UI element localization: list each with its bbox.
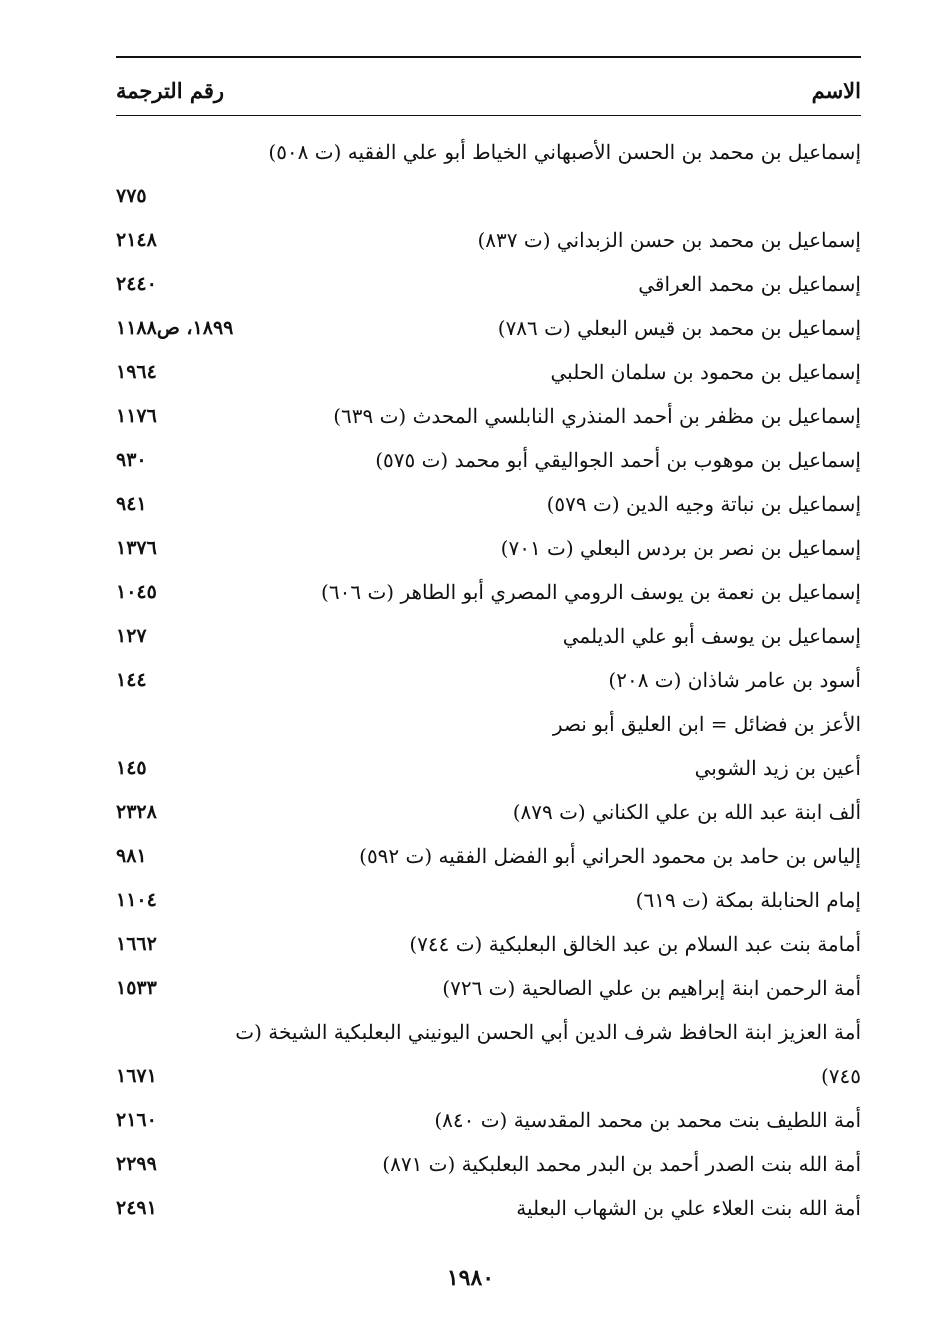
entry-name: الأعز بن فضائل = ابن العليق أبو نصر <box>552 712 861 736</box>
index-entry <box>116 790 861 834</box>
entry-number: ١٣٧٦ <box>116 537 157 559</box>
index-entry <box>116 394 861 438</box>
entry-name: إسماعيل بن محمد العراقي <box>638 272 861 296</box>
entry-number: ١٨٩٩، ص١١٨٨ <box>116 317 234 339</box>
entry-number: ١٥٣٣ <box>116 977 157 999</box>
entry-number: ١٤٤ <box>116 669 147 691</box>
entry-number: ١٤٥ <box>116 757 147 779</box>
entry-name: أمة الله بنت العلاء علي بن الشهاب البعلية <box>516 1196 861 1220</box>
entry-name: إمام الحنابلة بمكة (ت ٦١٩) <box>635 888 861 912</box>
entry-number: ٢٢٩٩ <box>116 1153 157 1175</box>
entry-number: ٩٨١ <box>116 845 147 867</box>
entry-number: ٢١٦٠ <box>116 1109 157 1131</box>
entry-number: ٢١٤٨ <box>116 229 157 251</box>
entry-number: ١٠٤٥ <box>116 581 157 603</box>
entry-name: إسماعيل بن محمد بن الحسن الأصبهاني الخياط أبو علي الفقيه (ت ٥٠٨) <box>268 140 861 164</box>
index-entry <box>116 1142 861 1186</box>
index-entries <box>116 130 861 1230</box>
number-column-header: رقم الترجمة <box>116 78 225 103</box>
header-rule <box>116 115 861 116</box>
index-entry <box>116 130 861 218</box>
entry-name: أمة اللطيف بنت محمد بن محمد المقدسية (ت ٨٤٠) <box>434 1108 861 1132</box>
index-entry <box>116 526 861 570</box>
index-entry <box>116 218 861 262</box>
entry-number: ١٦٦٢ <box>116 933 157 955</box>
entry-name: أسود بن عامر شاذان (ت ٢٠٨) <box>608 668 861 692</box>
entry-number: ١٩٦٤ <box>116 361 157 383</box>
entry-name: أمة الرحمن ابنة إبراهيم بن علي الصالحية (ت ٧٢٦) <box>442 976 861 1000</box>
entry-name: ألف ابنة عبد الله بن علي الكناني (ت ٨٧٩) <box>512 800 861 824</box>
entry-name: إسماعيل بن محمود بن سلمان الحلبي <box>550 360 861 384</box>
entry-name: أعين بن زيد الشوبي <box>694 756 861 780</box>
index-entry <box>116 658 861 702</box>
index-entry <box>116 878 861 922</box>
entry-name: أمة الله بنت الصدر أحمد بن البدر محمد البعلبكية (ت ٨٧١) <box>382 1152 861 1176</box>
entry-name: إسماعيل بن يوسف أبو علي الديلمي <box>562 624 861 648</box>
entry-name: إسماعيل بن محمد بن حسن الزبداني (ت ٨٣٧) <box>477 228 861 252</box>
index-entry <box>116 482 861 526</box>
entry-name: إسماعيل بن نصر بن بردس البعلي (ت ٧٠١) <box>500 536 861 560</box>
entry-number: ٢٣٢٨ <box>116 801 157 823</box>
index-entry <box>116 262 861 306</box>
index-entry <box>116 746 861 790</box>
entry-number: ٩٤١ <box>116 493 147 515</box>
top-rule <box>116 56 861 58</box>
entry-name: إسماعيل بن موهوب بن أحمد الجواليقي أبو محمد (ت ٥٧٥) <box>375 448 861 472</box>
entry-number: ١٢٧ <box>116 625 147 647</box>
index-entry <box>116 966 861 1010</box>
index-entry <box>116 1098 861 1142</box>
index-entry <box>116 834 861 878</box>
entry-name: إلياس بن حامد بن محمود الحراني أبو الفضل الفقيه (ت ٥٩٢) <box>359 844 861 868</box>
entry-number: ٩٣٠ <box>116 449 147 471</box>
entry-number: ١١٠٤ <box>116 889 157 911</box>
entry-name: إسماعيل بن نباتة وجيه الدين (ت ٥٧٩) <box>546 492 861 516</box>
entry-number: ٢٤٩١ <box>116 1197 157 1219</box>
index-entry <box>116 1186 861 1230</box>
entry-name: أمة العزيز ابنة الحافظ شرف الدين أبي الحسن اليونيني البعلبكية الشيخة (ت ٧٤٥) <box>235 1020 861 1088</box>
entry-name: إسماعيل بن نعمة بن يوسف الرومي المصري أبو الطاهر (ت ٦٠٦) <box>321 580 861 604</box>
index-entry <box>116 438 861 482</box>
name-column-header: الاسم <box>811 78 861 103</box>
index-entry <box>116 570 861 614</box>
index-entry <box>116 614 861 658</box>
index-entry <box>116 702 861 746</box>
entry-number: ١٦٧١ <box>116 1065 157 1087</box>
entry-name: أمامة بنت عبد السلام بن عبد الخالق البعلبكية (ت ٧٤٤) <box>409 932 861 956</box>
entry-name: إسماعيل بن محمد بن قيس البعلي (ت ٧٨٦) <box>497 316 861 340</box>
index-entry <box>116 922 861 966</box>
page-number: ١٩٨٠ <box>446 1265 495 1291</box>
index-entry <box>116 1010 861 1098</box>
index-entry <box>116 350 861 394</box>
entry-number: ١١٧٦ <box>116 405 157 427</box>
entry-number: ٧٧٥ <box>116 185 147 207</box>
entry-number: ٢٤٤٠ <box>116 273 157 295</box>
entry-name: إسماعيل بن مظفر بن أحمد المنذري النابلسي المحدث (ت ٦٣٩) <box>333 404 861 428</box>
index-entry <box>116 306 861 350</box>
